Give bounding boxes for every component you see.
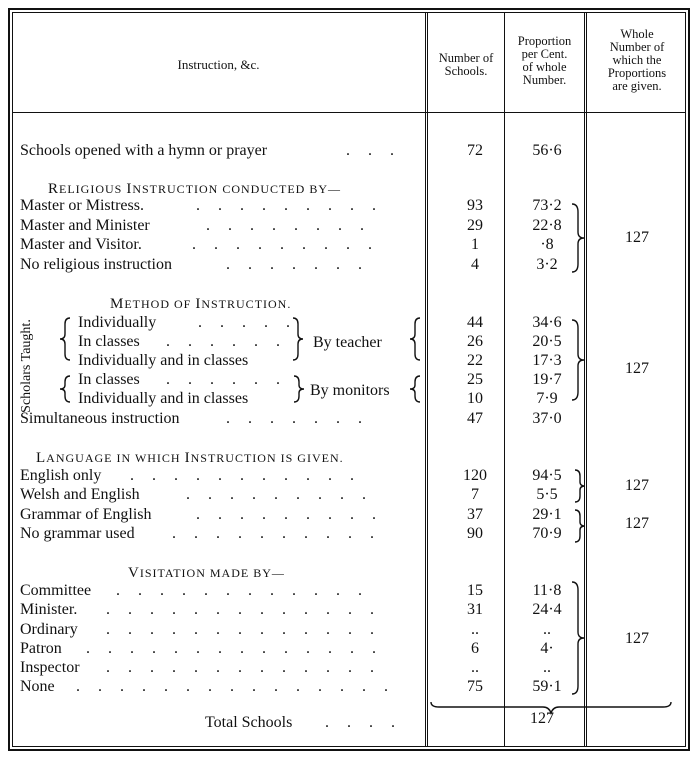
- number-cell: 72: [467, 142, 483, 159]
- brace: [60, 318, 70, 360]
- section-title-language: LANGUAGE IN WHICH INSTRUCTION IS GIVEN.: [36, 450, 344, 466]
- row-label: Ordinary: [20, 621, 78, 638]
- number-cell: 7: [471, 486, 479, 503]
- proportion-cell: 17·3: [532, 352, 562, 369]
- leader-dots: . . . . . . . . . . . . .: [106, 601, 381, 618]
- row-label: Individually and in classes: [78, 352, 249, 369]
- leader-dots: . . . .: [325, 714, 402, 731]
- number-cell: 25: [467, 371, 483, 388]
- proportion-cell: ·8: [540, 236, 554, 253]
- proportion-cell: 29·1: [532, 506, 562, 523]
- proportion-cell: 70·9: [532, 525, 562, 542]
- leader-dots: . . . . .: [198, 314, 297, 331]
- row-label: Committee: [20, 582, 92, 599]
- total-value: 127: [530, 710, 554, 727]
- row-label: Minister.: [20, 601, 78, 618]
- number-cell: 93: [467, 197, 483, 214]
- leader-dots: . . . . . .: [166, 371, 287, 388]
- number-cell: 10: [467, 390, 483, 407]
- number-cell: 26: [467, 333, 483, 350]
- leader-dots: . . . . . . . . . . . . . . .: [76, 678, 395, 695]
- row-label: Master and Visitor.: [20, 236, 142, 253]
- number-cell: ..: [471, 621, 479, 638]
- brace: [60, 376, 70, 402]
- number-cell: 29: [467, 217, 483, 234]
- leader-dots: . . . . . .: [166, 333, 287, 350]
- section-title-method: METHOD OF INSTRUCTION.: [110, 296, 292, 312]
- leader-dots: . . . . . . . . . . . .: [116, 582, 369, 599]
- number-cell: 120: [463, 467, 487, 484]
- proportion-cell: 34·6: [532, 314, 562, 331]
- whole-number-language-2: 127: [625, 515, 649, 532]
- row-label: Patron: [20, 640, 62, 657]
- whole-number-language-1: 127: [625, 477, 649, 494]
- proportion-cell: 59·1: [532, 678, 562, 695]
- number-cell: 37: [467, 506, 483, 523]
- whole-number-religious: 127: [625, 229, 649, 246]
- leader-dots: . . . . . . . .: [206, 217, 371, 234]
- row-label: Grammar of English: [20, 506, 152, 523]
- brace: [293, 318, 303, 360]
- proportion-cell: 73·2: [532, 197, 562, 214]
- number-cell: 6: [471, 640, 479, 657]
- number-cell: 15: [467, 582, 483, 599]
- leader-dots: . . . . . . . . .: [196, 506, 383, 523]
- header-number: Number of Schools.: [438, 51, 494, 78]
- leader-dots: . . . . . . .: [226, 410, 369, 427]
- section-title-religious: RELIGIOUS INSTRUCTION CONDUCTED BY—: [48, 181, 342, 197]
- brace: [294, 376, 304, 402]
- leader-dots: . . . . . . . . . . . . .: [106, 621, 381, 638]
- row-label: No grammar used: [20, 525, 135, 542]
- leader-dots: . . . . . . . . . . . . . .: [86, 640, 383, 657]
- by-teacher-label: By teacher: [313, 334, 382, 351]
- brace: [575, 470, 585, 502]
- proportion-cell: 22·8: [532, 217, 562, 234]
- row-label: In classes: [78, 333, 140, 350]
- row-label: Master or Mistress.: [20, 197, 144, 214]
- leader-dots: . . . . . . .: [226, 256, 369, 273]
- leader-dots: . . . . . . . . . . .: [130, 467, 361, 484]
- whole-number-method: 127: [625, 360, 649, 377]
- row-label: Inspector: [20, 659, 80, 676]
- number-cell: 4: [471, 256, 479, 273]
- brace: [410, 376, 420, 402]
- row-label: Simultaneous instruction: [20, 410, 180, 427]
- leader-dots: . . . . . . . . .: [196, 197, 383, 214]
- brace: [572, 582, 584, 694]
- leader-dots: . . . . . . . . . .: [172, 525, 381, 542]
- leader-dots: . . . . . . . . .: [186, 486, 373, 503]
- number-cell: 44: [467, 314, 483, 331]
- header-whole-number: Whole Number of which the Proportions are given.: [607, 27, 667, 93]
- row-label: No religious instruction: [20, 256, 172, 273]
- by-monitors-label: By monitors: [310, 382, 390, 399]
- scholars-taught-label: Scholars Taught.: [19, 319, 34, 413]
- proportion-cell: 3·2: [536, 256, 558, 273]
- proportion-cell: 19·7: [532, 371, 562, 388]
- brace: [431, 702, 671, 713]
- row-label: Welsh and English: [20, 486, 140, 503]
- row-label-hymn: Schools opened with a hymn or prayer: [20, 142, 268, 159]
- brace: [572, 320, 584, 400]
- row-label: Individually: [78, 314, 157, 331]
- leader-dots: . . . . . . . . . . . . .: [106, 659, 381, 676]
- proportion-cell: 4·: [540, 640, 554, 657]
- number-cell: 75: [467, 678, 483, 695]
- proportion-cell: 5·5: [536, 486, 558, 503]
- proportion-cell: 56·6: [532, 142, 562, 159]
- brace: [410, 318, 420, 360]
- brace: [575, 510, 585, 542]
- number-cell: 1: [471, 236, 479, 253]
- proportion-cell: ..: [543, 659, 551, 676]
- row-label: Master and Minister: [20, 217, 150, 234]
- row-label: In classes: [78, 371, 140, 388]
- proportion-cell: 94·5: [532, 467, 562, 484]
- proportion-cell: 24·4: [532, 601, 562, 618]
- number-cell: 22: [467, 352, 483, 369]
- section-title-visitation: VISITATION MADE BY—: [128, 565, 285, 581]
- leader-dots: . . . . . . . . .: [192, 236, 379, 253]
- row-label: English only: [20, 467, 102, 484]
- number-cell: 31: [467, 601, 483, 618]
- proportion-cell: 11·8: [532, 582, 562, 599]
- number-cell: 90: [467, 525, 483, 542]
- proportion-cell: ..: [543, 621, 551, 638]
- leader-dots: . . .: [346, 142, 401, 159]
- header-instruction: Instruction, &c.: [177, 57, 260, 72]
- number-cell: ..: [471, 659, 479, 676]
- whole-number-visitation: 127: [625, 630, 649, 647]
- row-label: None: [20, 678, 55, 695]
- brace: [572, 204, 584, 272]
- proportion-cell: 37·0: [532, 410, 562, 427]
- row-label: Individually and in classes: [78, 390, 249, 407]
- proportion-cell: 20·5: [532, 333, 562, 350]
- total-label: Total Schools: [205, 714, 293, 731]
- number-cell: 47: [467, 410, 483, 427]
- header-proportion: Proportion per Cent. of whole Number.: [517, 34, 572, 87]
- proportion-cell: 7·9: [536, 390, 558, 407]
